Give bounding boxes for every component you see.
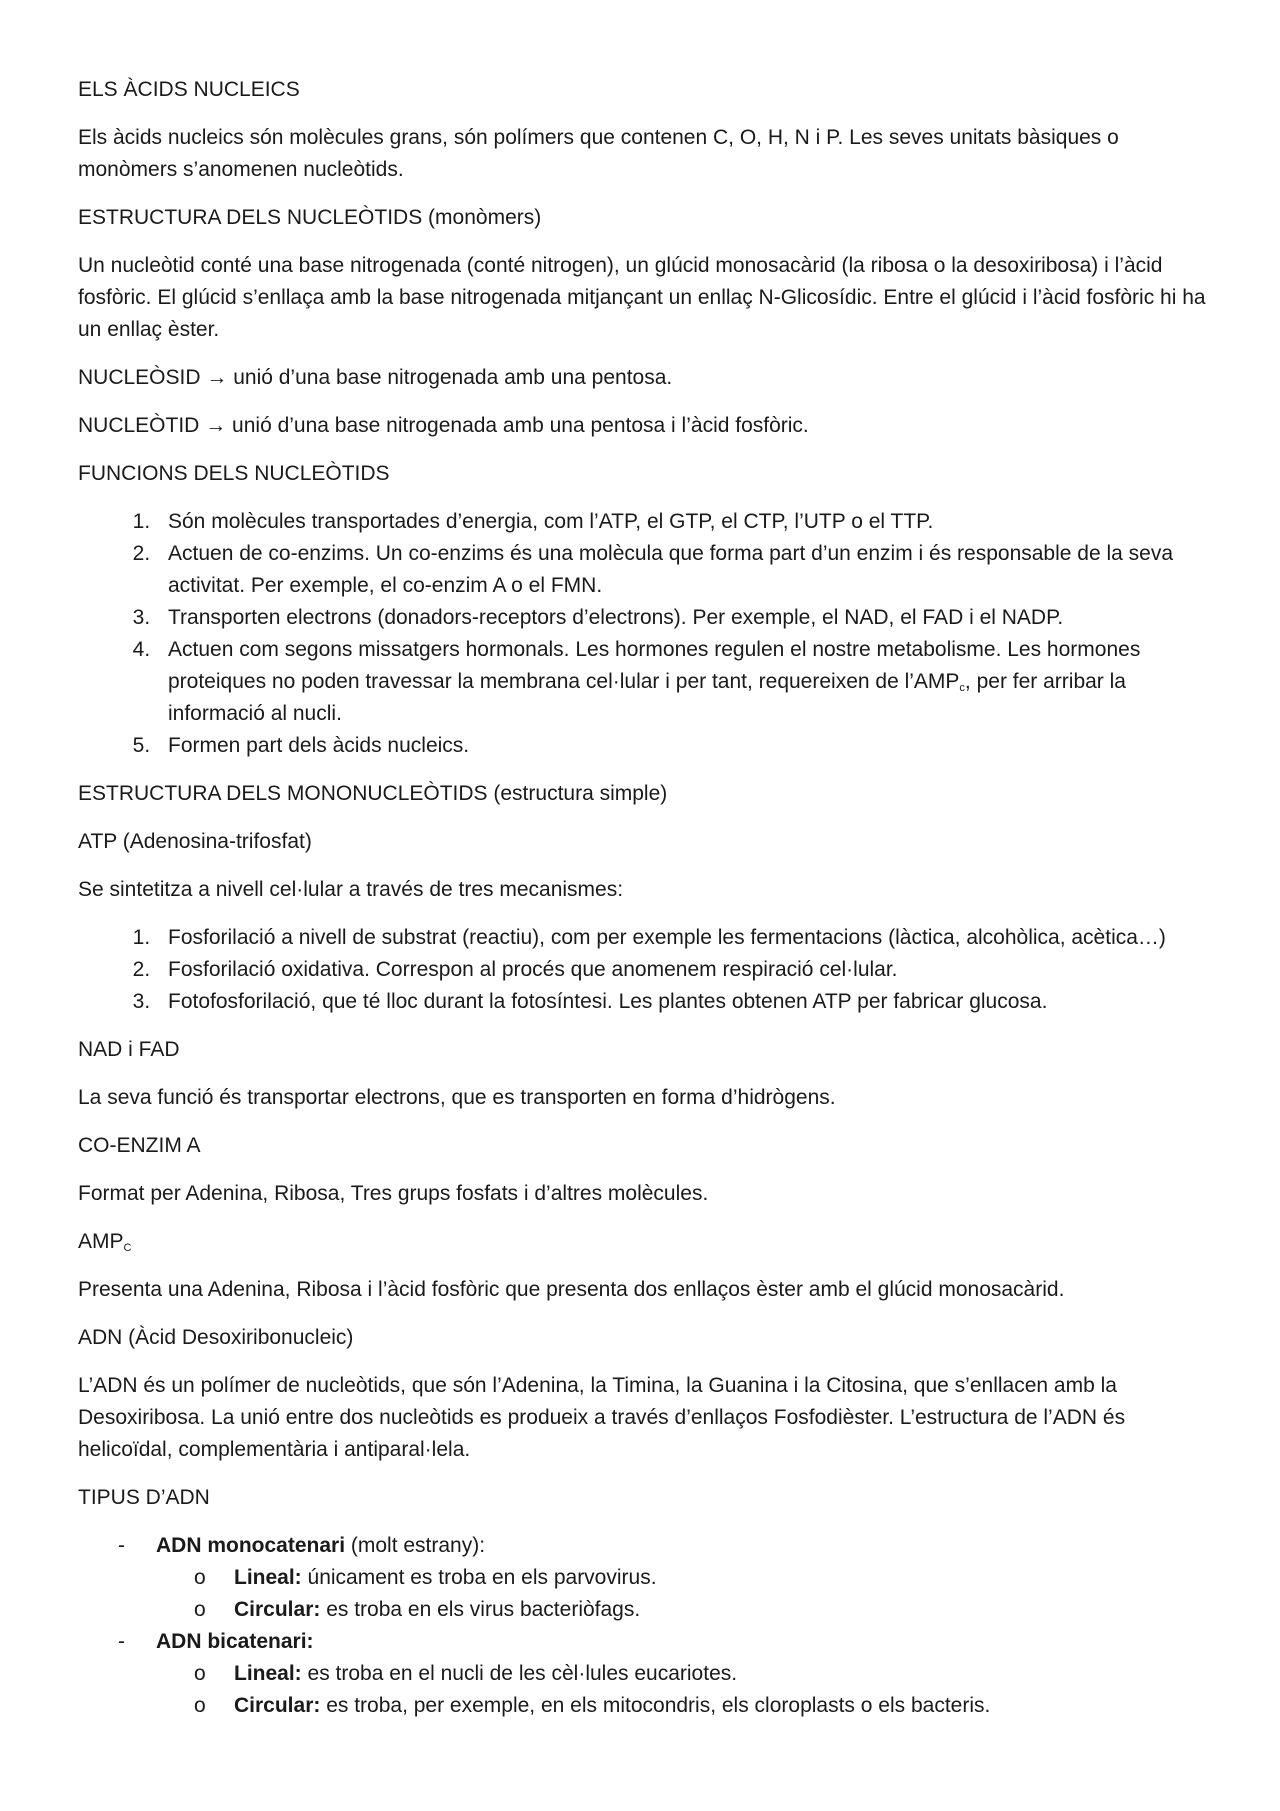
sub-list xyxy=(156,1562,1208,1626)
coenzim-a-text: Format per Adenina, Ribosa, Tres grups fosfats i d’altres molècules. xyxy=(78,1182,709,1205)
ampc-heading xyxy=(78,1226,1208,1258)
sub-list xyxy=(156,1658,1208,1722)
nucleotid-definition xyxy=(78,410,1208,442)
document-title: ELS ÀCIDS NUCLEICS xyxy=(78,78,300,101)
adn-type-label: ADN bicatenari: xyxy=(156,1630,314,1653)
list-item xyxy=(194,1562,1208,1594)
list-item xyxy=(194,1658,1208,1690)
list-item xyxy=(118,1530,1208,1626)
subscript: c xyxy=(959,682,965,694)
list-item: 3. Fotofosforilació, que té lloc durant la fotosíntesi. Les plantes obtenen ATP per fabricar glucosa. xyxy=(156,986,1208,1018)
arrow-icon: → xyxy=(205,414,227,437)
sub-item-text: es troba en el nucli de les cèl·lules eucariotes. xyxy=(301,1662,738,1685)
nucleotid-text: unió d’una base nitrogenada amb una pentosa i l’àcid fosfòric. xyxy=(232,414,809,437)
atp-heading: ATP (Adenosina-trifosfat) xyxy=(78,830,312,853)
ampc-heading-base: AMP xyxy=(78,1230,124,1253)
sub-item-text: únicament es troba en els parvovirus. xyxy=(301,1566,657,1589)
list-item: 5. Formen part dels àcids nucleics. xyxy=(156,730,1208,762)
sub-item-label: Lineal: xyxy=(234,1566,302,1589)
nucleosid-definition xyxy=(78,362,1208,394)
nucleosid-term: NUCLEÒSID xyxy=(78,366,201,389)
list-item: 2. Actuen de co-enzims. Un co-enzims és una molècula que forma part d’un enzim i és responsable de la seva activitat. Per exemple, el co-enzim A o el FMN. xyxy=(156,538,1208,602)
bullet-icon: o xyxy=(194,1566,206,1589)
sub-item-text: es troba en els virus bacteriòfags. xyxy=(320,1598,641,1621)
coenzim-a-heading: CO-ENZIM A xyxy=(78,1134,201,1157)
ampc-text: Presenta una Adenina, Ribosa i l’àcid fosfòric que presenta dos enllaços èster amb el glúcid monosacàrid. xyxy=(78,1278,1065,1301)
intro-paragraph: Els àcids nucleics són molècules grans, són polímers que contenen C, O, H, N i P. Les seves unitats bàsiques o monòmers s’anomenen nucleòtids. xyxy=(78,126,1119,181)
list-item-text: , per fer arribar la informació al nucli. xyxy=(168,670,1126,725)
bullet-icon: o xyxy=(194,1598,206,1621)
tipus-adn-heading: TIPUS D’ADN xyxy=(78,1486,210,1509)
sub-item-label: Circular: xyxy=(234,1694,321,1717)
atp-list xyxy=(78,922,1208,1018)
sub-item-text: es troba, per exemple, en els mitocondris, els cloroplasts o els bacteris. xyxy=(320,1694,991,1717)
adn-type-label: ADN monocatenari xyxy=(156,1534,346,1557)
adn-type-note: (molt estrany): xyxy=(345,1534,486,1557)
nad-fad-text: La seva funció és transportar electrons, que es transporten en forma d’hidrògens. xyxy=(78,1086,836,1109)
sub-item-label: Lineal: xyxy=(234,1662,302,1685)
list-item: 1. Són molècules transportades d’energia, com l’ATP, el GTP, el CTP, l’UTP o el TTP. xyxy=(156,506,1208,538)
list-item-text: Actuen com segons missatgers hormonals. Les hormones regulen el nostre metabolisme. Les hormones proteiques no poden travessar la membrana cel·lular i per tant, requereixen de l’AMP xyxy=(168,638,1141,693)
funcions-list xyxy=(78,506,1208,762)
adn-heading: ADN (Àcid Desoxiribonucleic) xyxy=(78,1326,354,1349)
list-item: 3. Transporten electrons (donadors-receptors d’electrons). Per exemple, el NAD, el FAD i el NADP. xyxy=(156,602,1208,634)
nad-fad-heading: NAD i FAD xyxy=(78,1038,180,1061)
mononucleotids-heading: ESTRUCTURA DELS MONONUCLEÒTIDS (estructura simple) xyxy=(78,782,668,805)
list-item xyxy=(118,1626,1208,1722)
funcions-heading: FUNCIONS DELS NUCLEÒTIDS xyxy=(78,462,390,485)
nucleosid-text: unió d’una base nitrogenada amb una pentosa. xyxy=(233,366,673,389)
list-item: 2. Fosforilació oxidativa. Correspon al procés que anomenem respiració cel·lular. xyxy=(156,954,1208,986)
nucleotid-term: NUCLEÒTID xyxy=(78,414,200,437)
list-item xyxy=(194,1690,1208,1722)
estructura-nucleotids-text: Un nucleòtid conté una base nitrogenada (conté nitrogen), un glúcid monosacàrid (la ribosa o la desoxiribosa) i l’àcid fosfòric. El glúcid s’enllaça amb la base nitrogenada mitjançant un enllaç N-Glicosídic. Entre el glúcid i l’àcid fosfòric hi ha un enllaç èster. xyxy=(78,254,1206,341)
bullet-icon: o xyxy=(194,1694,206,1717)
adn-text: L’ADN és un polímer de nucleòtids, que són l’Adenina, la Timina, la Guanina i la Citosina, que s’enllacen amb la Desoxiribosa. La unió entre dos nucleòtids es produeix a través d’enllaços Fosfodièster. L’estructura de l’ADN és helicoïdal, complementària i antiparal·lela. xyxy=(78,1374,1126,1461)
atp-intro: Se sintetitza a nivell cel·lular a través de tres mecanismes: xyxy=(78,878,624,901)
list-item xyxy=(194,1594,1208,1626)
list-item xyxy=(156,634,1208,730)
estructura-nucleotids-heading: ESTRUCTURA DELS NUCLEÒTIDS (monòmers) xyxy=(78,206,542,229)
list-item: 1. Fosforilació a nivell de substrat (reactiu), com per exemple les fermentacions (làctica, alcohòlica, acètica…) xyxy=(156,922,1208,954)
document-page xyxy=(78,74,1208,1722)
bullet-icon: o xyxy=(194,1662,206,1685)
arrow-icon: → xyxy=(206,366,228,389)
subscript: C xyxy=(123,1242,132,1254)
sub-item-label: Circular: xyxy=(234,1598,321,1621)
tipus-adn-list xyxy=(78,1530,1208,1722)
